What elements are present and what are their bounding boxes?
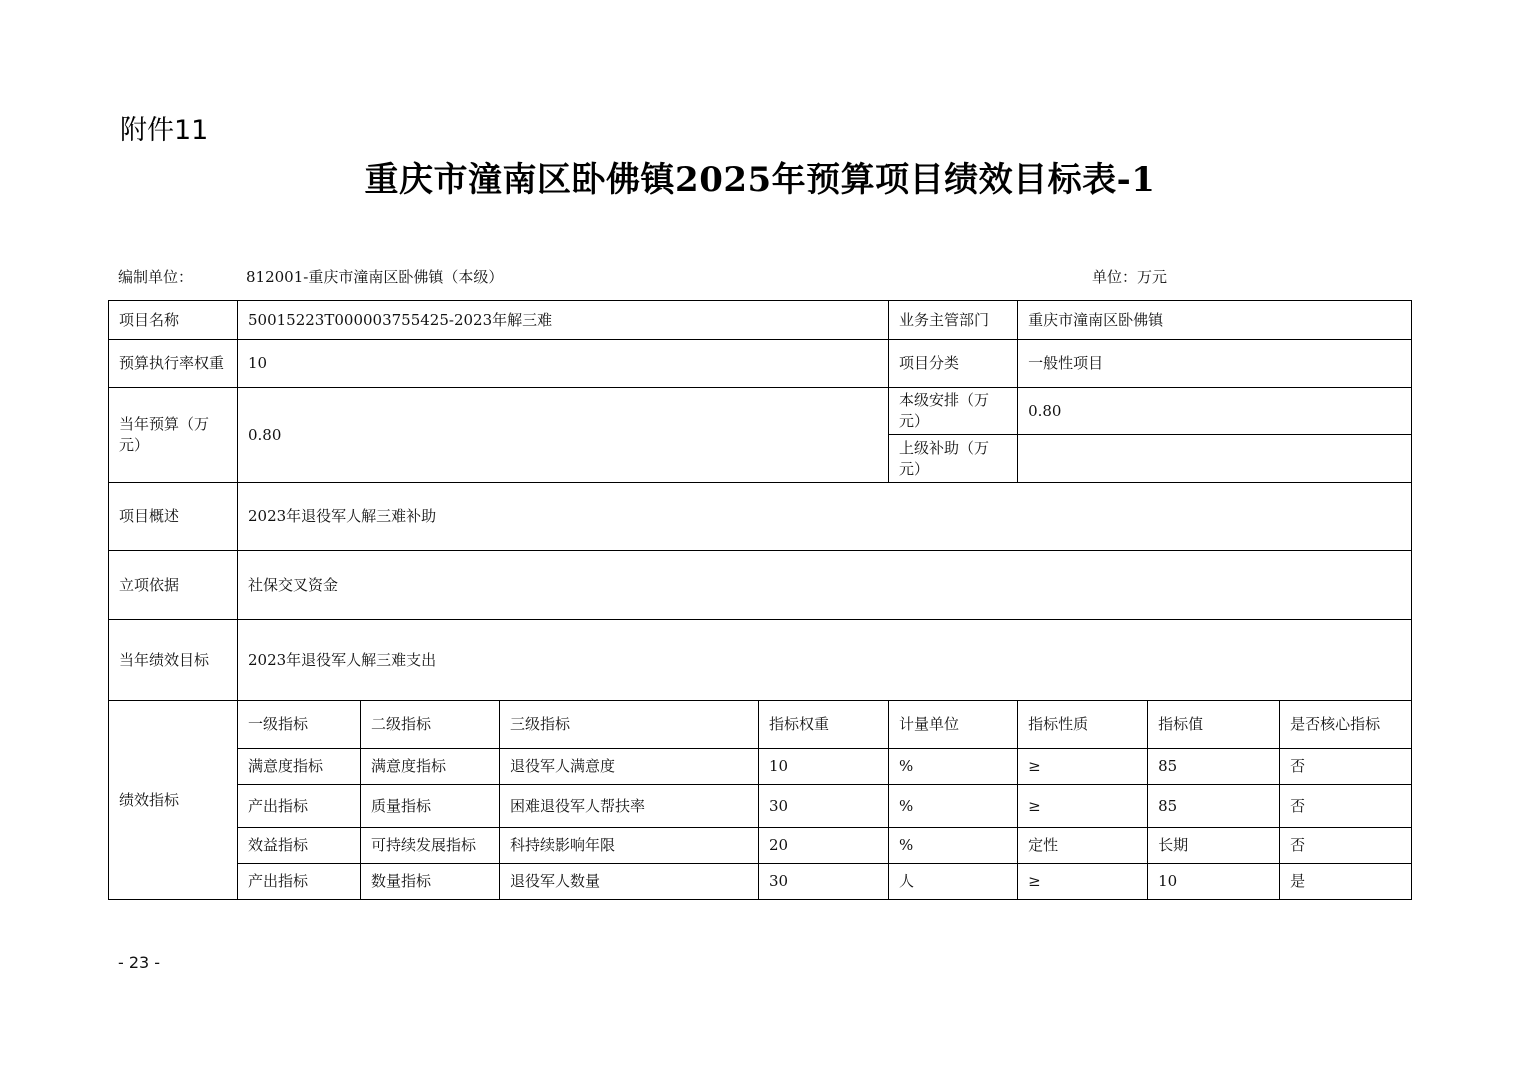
row-goal	[109, 620, 1412, 701]
weight-cell: 30	[759, 785, 889, 828]
core-cell: 否	[1280, 828, 1412, 864]
table-row	[109, 864, 1412, 900]
nature-cell: 定性	[1018, 828, 1148, 864]
goal-value: 2023年退役军人解三难支出	[238, 620, 1412, 701]
level3-cell: 退役军人满意度	[500, 749, 759, 785]
header-weight: 指标权重	[759, 701, 889, 749]
level1-cell: 产出指标	[238, 864, 361, 900]
core-cell: 否	[1280, 785, 1412, 828]
budget-value: 0.80	[238, 388, 889, 483]
header-core: 是否核心指标	[1280, 701, 1412, 749]
level2-cell: 数量指标	[361, 864, 500, 900]
header-level1: 一级指标	[238, 701, 361, 749]
page-number: - 23 -	[118, 953, 161, 972]
page-title: 重庆市潼南区卧佛镇2025年预算项目绩效目标表-1	[364, 160, 1156, 200]
weight-cell: 10	[759, 749, 889, 785]
overview-label: 项目概述	[109, 483, 238, 551]
basis-value: 社保交叉资金	[238, 551, 1412, 620]
indicator-header-row	[109, 701, 1412, 749]
value-cell: 85	[1148, 785, 1280, 828]
local-budget-label: 本级安排（万元）	[889, 388, 1018, 435]
unit-cell: %	[889, 785, 1018, 828]
level3-cell: 退役军人数量	[500, 864, 759, 900]
level1-cell: 满意度指标	[238, 749, 361, 785]
unit-cell: %	[889, 749, 1018, 785]
header-level3: 三级指标	[500, 701, 759, 749]
performance-target-table	[108, 300, 1412, 900]
compiling-unit-value: 812001-重庆市潼南区卧佛镇（本级）	[246, 268, 504, 286]
nature-cell: ≥	[1018, 785, 1148, 828]
row-project-name	[109, 301, 1412, 340]
table-row	[109, 828, 1412, 864]
level1-cell: 效益指标	[238, 828, 361, 864]
level3-cell: 科持续影响年限	[500, 828, 759, 864]
row-weight	[109, 340, 1412, 388]
compiling-unit-label: 编制单位：	[118, 268, 194, 286]
category-value: 一般性项目	[1018, 340, 1412, 388]
nature-cell: ≥	[1018, 749, 1148, 785]
level2-cell: 可持续发展指标	[361, 828, 500, 864]
project-name-label: 项目名称	[109, 301, 238, 340]
value-cell: 85	[1148, 749, 1280, 785]
dept-value: 重庆市潼南区卧佛镇	[1018, 301, 1412, 340]
header-nature: 指标性质	[1018, 701, 1148, 749]
overview-value: 2023年退役军人解三难补助	[238, 483, 1412, 551]
weight-label: 预算执行率权重	[109, 340, 238, 388]
table-row	[109, 749, 1412, 785]
unit-cell: 人	[889, 864, 1018, 900]
indicators-section-label: 绩效指标	[109, 701, 238, 900]
weight-value: 10	[238, 340, 889, 388]
budget-label: 当年预算（万元）	[109, 388, 238, 483]
subsidy-value	[1018, 435, 1412, 483]
project-name-value: 50015223T000003755425-2023年解三难	[238, 301, 889, 340]
header-level2: 二级指标	[361, 701, 500, 749]
level3-cell: 困难退役军人帮扶率	[500, 785, 759, 828]
row-overview	[109, 483, 1412, 551]
header-unit: 计量单位	[889, 701, 1018, 749]
nature-cell: ≥	[1018, 864, 1148, 900]
attachment-label: 附件11	[120, 115, 209, 146]
level2-cell: 质量指标	[361, 785, 500, 828]
core-cell: 否	[1280, 749, 1412, 785]
goal-label: 当年绩效目标	[109, 620, 238, 701]
dept-label: 业务主管部门	[889, 301, 1018, 340]
subsidy-label: 上级补助（万元）	[889, 435, 1018, 483]
local-budget-value: 0.80	[1018, 388, 1412, 435]
level1-cell: 产出指标	[238, 785, 361, 828]
weight-cell: 20	[759, 828, 889, 864]
core-cell: 是	[1280, 864, 1412, 900]
basis-label: 立项依据	[109, 551, 238, 620]
value-cell: 10	[1148, 864, 1280, 900]
level2-cell: 满意度指标	[361, 749, 500, 785]
row-budget	[109, 388, 1412, 435]
header-value: 指标值	[1148, 701, 1280, 749]
unit-cell: %	[889, 828, 1018, 864]
row-basis	[109, 551, 1412, 620]
value-cell: 长期	[1148, 828, 1280, 864]
category-label: 项目分类	[889, 340, 1018, 388]
weight-cell: 30	[759, 864, 889, 900]
table-row	[109, 785, 1412, 828]
currency-unit: 单位：万元	[1092, 268, 1168, 286]
